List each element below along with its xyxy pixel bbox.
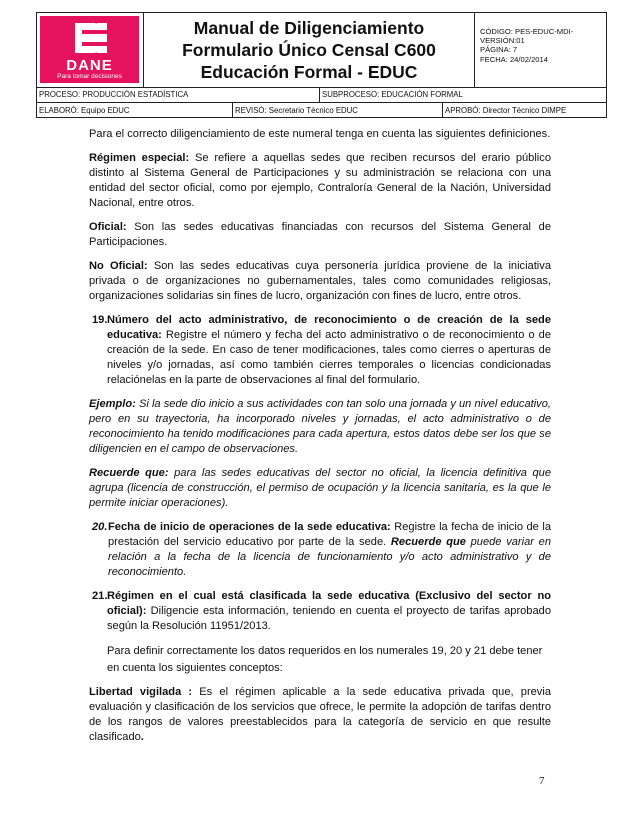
numeral-number: 20. [92,521,108,533]
numeral-text: Registre la fecha de inicio de la prestación del servicio educativo por parte de la sede. [108,521,551,548]
elaboro-cell: ELABORÓ: Equipo EDUC [37,103,233,118]
document-page: PÁGINA: 7 [480,45,518,55]
definition-text: Son las sedes educativas financiadas con recursos del Sistema General de Participaciones. [89,221,551,248]
definition-text: Es el régimen aplicable a la sede educativa privada que, previa evaluación y clasificación de los servicios que ofrece, le permite la adopción de tarifas dentro de los rangos de valores preestablecidos para la categoría de servicio en que resulte clasificado [89,686,551,743]
numeral-text: Registre el número y fecha del acto administrativo o de reconocimiento o de creación de la sede. En caso de tener modificaciones, tales como cierres o aperturas de niveles y/o jornadas, así como también cierres temporales o licencias condicionadas relaciónelas en la parte de observaciones al final del formulario. [107,329,551,386]
numeral-number: 21. [92,590,108,602]
example-paragraph [89,397,551,457]
document-version: VERSIÓN:01 [480,36,525,46]
definition-text: Se refiere a aquellas sedes que reciben recursos del erario público distinto al Sistema General de Participaciones y su administración se relaciona con una entidad del sector oficial, como por ejemplo, Contraloría General de la Nación, Universidad Nacional, entre otros. [89,152,551,209]
example-term: Ejemplo: [89,398,136,410]
definition-end: . [140,731,144,743]
definition-term: Libertad vigilada : [89,686,193,698]
numeral-number: 19. [92,314,108,326]
definition-libertad-vigilada [89,685,551,745]
title-line-1: Manual de Diligenciamiento [193,18,425,38]
document-title [144,13,475,87]
aprobo-cell: APROBÓ: Director Técnico DIMPE [445,106,567,115]
document-metadata [475,13,606,87]
definition-no-oficial [89,259,551,304]
header-approval-row [37,103,606,118]
numeral-reminder-text: puede variar en relación a la fecha de la licencia de funcionamiento y/o acto administrativo y de reconocimiento. [108,536,551,578]
numeral-title: Régimen en el cual está clasificada la sede educativa (Exclusivo del sector no oficial): [107,590,551,617]
title-line-3: Educación Formal - EDUC [200,62,418,82]
title-line-2: Formulario Único Censal C600 [182,40,436,60]
document-date: FECHA: 24/02/2014 [480,54,548,64]
concepts-intro: Para definir correctamente los datos requeridos en los numerales 19, 20 y 21 debe tener en cuenta los siguientes conceptos: [107,645,543,674]
page-number: 7 [539,775,545,787]
definition-term: Oficial: [89,221,127,233]
document-body [89,127,551,754]
numeral-title: Número del acto administrativo, de reconocimiento o de creación de la sede educativa: [107,314,551,341]
definition-term: Régimen especial: [89,152,190,164]
example-text: Si la sede dio inicio a sus actividades con tan solo una jornada y un nivel educativo, pero en su trayectoria, ha incorporado niveles y jornadas, el acto administrativo o de reconocimiento ha tenido modificaciones para cada apertura, estos datos debe ser los que se diligencien en el campo de observaciones. [89,398,551,455]
definition-text: Son las sedes educativas cuya personería jurídica proviene de la iniciativa privada o de organizaciones no gubernamentales, tales como comunidades religiosas, organizaciones solidarias sin fines de lucro, organización con fines de lucro, entre otros. [89,260,551,302]
document-header [36,12,607,118]
numeral-19 [89,313,551,388]
dane-logo [40,16,139,83]
header-process-row [37,87,606,103]
numeral-reminder-term: Recuerde que [390,536,466,548]
numeral-20 [89,520,551,580]
logo-word: DANE [66,57,113,74]
numeral-21 [89,589,551,634]
reminder-text: para las sedes educativas del sector no oficial, la licencia definitiva que agrupa (licencia de construcción, el permiso de ocupación y la licencia sanitaria, es la que le permite iniciar operaciones). [89,467,551,509]
definition-oficial [89,220,551,250]
header-top-row [37,13,606,88]
logo-tagline: Para tomar decisiones [57,73,122,80]
definition-regimen-especial [89,151,551,211]
subproceso-cell: SUBPROCESO: EDUCACIÓN FORMAL [322,90,463,99]
logo-cell [37,13,144,87]
proceso-cell: PROCESO: PRODUCCIÓN ESTADÍSTICA [37,87,320,102]
intro-paragraph: Para el correcto diligenciamiento de este numeral tenga en cuenta las siguientes definiciones. [89,128,551,140]
reviso-cell: REVISÓ: Secretario Técnico EDUC [233,103,443,118]
dane-logo-mark-icon [73,21,107,55]
numeral-title: Fecha de inicio de operaciones de la sede educativa: [108,521,391,533]
reminder-term: Recuerde que: [89,467,169,479]
numeral-text: Diligencie esta información, teniendo en cuenta el proyecto de tarifas aprobado según la Resolución 11951/2013. [107,605,551,632]
definition-term: No Oficial: [89,260,148,272]
reminder-paragraph [89,466,551,511]
document-code: CÓDIGO: PES-EDUC-MDI- [480,27,574,36]
